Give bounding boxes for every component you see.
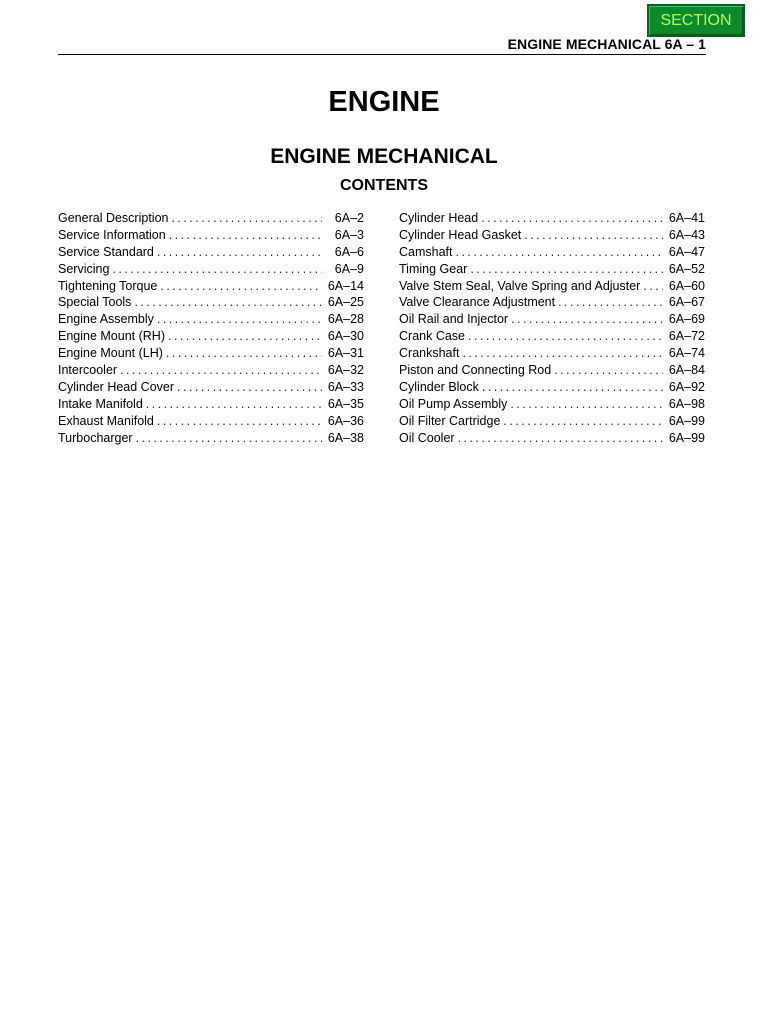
toc-entry-page: 6A–2	[334, 211, 364, 225]
dot-leader	[157, 312, 322, 326]
dot-leader	[177, 380, 322, 394]
toc-entry-page: 6A–98	[668, 396, 705, 411]
toc-entry-label: Oil Cooler	[399, 430, 455, 445]
dot-leader	[157, 245, 322, 259]
contents-heading: CONTENTS	[340, 177, 428, 194]
toc-entry-label: Engine Assembly	[58, 312, 154, 327]
dot-leader	[481, 211, 663, 225]
dot-leader	[468, 329, 663, 343]
toc-entry-page: 6A–67	[668, 295, 705, 310]
toc-entry-label: Service Standard	[58, 244, 154, 259]
toc-entry[interactable]	[58, 346, 364, 363]
toc-entry-page: 6A–6	[334, 244, 364, 259]
toc-entry-label: Oil Filter Cartridge	[399, 413, 501, 428]
toc-entry-label: Cylinder Head Gasket	[399, 227, 522, 242]
toc-entry-label: Turbocharger	[58, 430, 133, 445]
toc-entry[interactable]	[58, 312, 364, 329]
dot-leader	[510, 397, 662, 411]
toc-entry-page: 6A–52	[668, 261, 705, 276]
dot-leader	[160, 279, 321, 293]
dot-leader	[157, 414, 322, 428]
toc-entry-label: Special Tools	[58, 295, 132, 310]
toc-entry-page: 6A–35	[327, 396, 364, 411]
dot-leader	[169, 228, 322, 242]
toc-entry[interactable]	[58, 363, 364, 380]
dot-leader	[168, 329, 322, 343]
toc-entry[interactable]	[58, 262, 364, 279]
toc-entry-label: Crank Case	[399, 329, 465, 344]
toc-entry[interactable]	[58, 245, 364, 262]
toc-entry-page: 6A–30	[327, 329, 364, 344]
toc-entry-label: Cylinder Head Cover	[58, 379, 175, 394]
toc-entry-page: 6A–3	[334, 227, 364, 242]
toc-entry-page: 6A–69	[668, 312, 705, 327]
toc-entry-label: Camshaft	[399, 244, 453, 259]
toc-right-column	[399, 211, 705, 447]
toc-entry-label: Intercooler	[58, 363, 118, 378]
toc-entry-label: General Description	[58, 211, 169, 225]
toc-entry-label: Engine Mount (LH)	[58, 346, 163, 361]
page-subtitle: ENGINE MECHANICAL	[270, 145, 498, 168]
toc-entry[interactable]	[399, 228, 705, 245]
toc-entry-label: Piston and Connecting Rod	[399, 363, 552, 378]
toc-entry-page: 6A–92	[668, 379, 705, 394]
toc-entry-label: Valve Clearance Adjustment	[399, 295, 556, 310]
toc-entry[interactable]	[58, 329, 364, 346]
toc-entry-label: Cylinder Block	[399, 379, 479, 394]
toc-entry-label: Service Information	[58, 227, 166, 242]
dot-leader	[458, 431, 663, 445]
toc-entry[interactable]	[399, 245, 705, 262]
toc-entry-page: 6A–9	[334, 261, 364, 276]
dot-leader	[524, 228, 663, 242]
toc-entry[interactable]	[58, 211, 364, 228]
dot-leader	[643, 279, 663, 293]
toc-entry-label: Exhaust Manifold	[58, 413, 154, 428]
toc-entry-page: 6A–32	[327, 363, 364, 378]
toc-entry[interactable]	[399, 312, 705, 329]
toc-entry[interactable]	[58, 279, 364, 296]
dot-leader	[470, 262, 663, 276]
toc-entry[interactable]	[58, 228, 364, 245]
toc-entry[interactable]	[58, 397, 364, 414]
toc-entry[interactable]	[399, 346, 705, 363]
toc-entry-page: 6A–31	[327, 346, 364, 361]
toc-entry-page: 6A–33	[327, 379, 364, 394]
toc-entry-page: 6A–28	[327, 312, 364, 327]
toc-entry-page: 6A–60	[668, 278, 705, 293]
toc-entry[interactable]	[58, 414, 364, 431]
toc-entry[interactable]	[399, 295, 705, 312]
toc-entry-page: 6A–84	[668, 363, 705, 378]
toc-entry[interactable]	[399, 262, 705, 279]
toc-entry[interactable]	[58, 295, 364, 312]
toc-entry[interactable]	[58, 431, 364, 448]
page-title: ENGINE	[328, 86, 440, 118]
toc-entry-label: Oil Rail and Injector	[399, 312, 509, 327]
toc-entry[interactable]	[399, 329, 705, 346]
toc-entry-label: Cylinder Head	[399, 211, 479, 225]
dot-leader	[456, 245, 663, 259]
toc-entry-page: 6A–38	[327, 430, 364, 445]
toc-entry-page: 6A–99	[668, 413, 705, 428]
dot-leader	[462, 346, 662, 360]
toc-entry-label: Intake Manifold	[58, 396, 143, 411]
dot-leader	[171, 211, 322, 225]
dot-leader	[482, 380, 663, 394]
toc-entry-page: 6A–25	[327, 295, 364, 310]
toc-entry-page: 6A–74	[668, 346, 705, 361]
toc-entry-page: 6A–47	[668, 244, 705, 259]
toc-entry-label: Crankshaft	[399, 346, 460, 361]
toc-entry[interactable]	[399, 211, 705, 228]
toc-entry[interactable]	[58, 380, 364, 397]
dot-leader	[166, 346, 322, 360]
toc-entry[interactable]	[399, 363, 705, 380]
dot-leader	[511, 312, 663, 326]
toc-entry-label: Valve Stem Seal, Valve Spring and Adjuster	[399, 278, 641, 293]
dot-leader	[146, 397, 322, 411]
toc-entry[interactable]	[399, 397, 705, 414]
dot-leader	[503, 414, 662, 428]
dot-leader	[134, 295, 321, 309]
toc-entry-page: 6A–36	[327, 413, 364, 428]
toc-entry-page: 6A–99	[668, 430, 705, 445]
dot-leader	[136, 431, 322, 445]
toc-entry-label: Oil Pump Assembly	[399, 396, 508, 411]
dot-leader	[112, 262, 322, 276]
dot-leader	[558, 295, 663, 309]
header-rule	[58, 54, 706, 55]
toc-entry[interactable]	[399, 431, 705, 448]
toc-entry[interactable]	[399, 279, 705, 296]
dot-leader	[120, 363, 322, 377]
toc-entry[interactable]	[399, 414, 705, 431]
toc-entry-page: 6A–41	[668, 211, 705, 225]
toc-entry-label: Tightening Torque	[58, 278, 158, 293]
toc-entry-label: Servicing	[58, 261, 110, 276]
toc-entry-page: 6A–72	[668, 329, 705, 344]
toc-entry-page: 6A–14	[327, 278, 364, 293]
toc-entry-label: Engine Mount (RH)	[58, 329, 165, 344]
toc-entry[interactable]	[399, 380, 705, 397]
running-header: ENGINE MECHANICAL 6A – 1	[507, 36, 706, 52]
toc-left-column	[58, 211, 364, 447]
dot-leader	[554, 363, 663, 377]
section-button[interactable]: SECTION	[647, 4, 745, 37]
toc-entry-label: Timing Gear	[399, 261, 468, 276]
toc-entry-page: 6A–43	[668, 227, 705, 242]
